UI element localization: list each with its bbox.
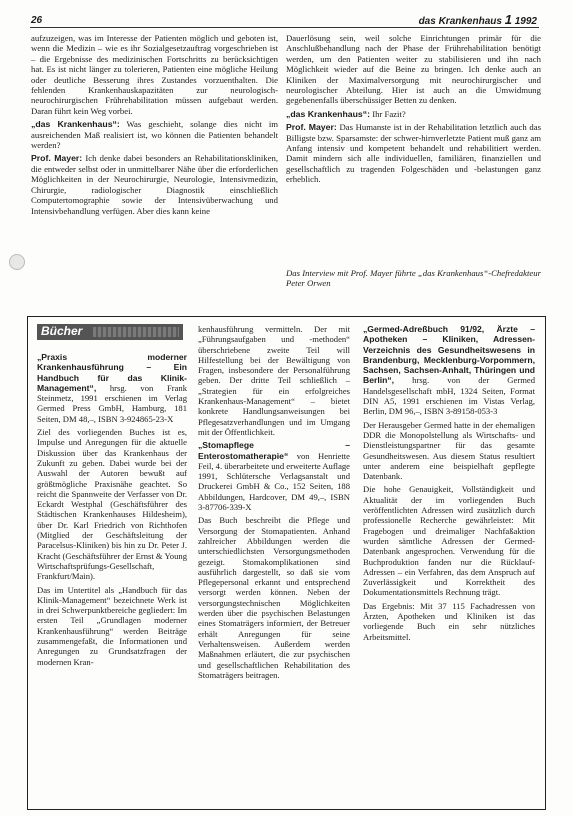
paragraph-text: hrsg. von der Germed Handelsgesellschaft mbH, 1324 Seiten, Format DIN A5, 1991 erschienen im Vistas Verlag, Berlin, DM 96,–, ISBN 3-89158-053-3 [363,375,535,417]
paragraph [31,153,278,215]
paragraph [286,122,541,184]
interview-column-1 [31,33,278,216]
paragraph [363,324,535,417]
issue-number: 1 [504,12,512,27]
heading-pattern [93,327,179,337]
interview-column-2 [286,33,541,185]
paragraph [198,515,350,680]
buecher-heading-text: Bücher [41,324,83,338]
paragraph [31,119,278,150]
book-title: „Praxis moderner Krankenhausführung – Ein Handbuch für das Klinik-Management“, [37,352,187,393]
magazine-title: das Krankenhaus [418,16,502,27]
paragraph [198,440,350,512]
paragraph-text: Das im Untertitel als „Handbuch für das Klinik-Management“ bezeichnete Werk ist in drei Schwerpunktbereiche gegliedert: Im ersten Teil „Grundlagen moderner Krankenhausführung“ werden Beiträge zusammengefaßt, die Informationen und Anregungen zu Grundsatzfragen der modernen Kran- [37,584,187,667]
magazine-header [419,12,537,27]
interview-credit: Das Interview mit Prof. Mayer führte „das Krankenhaus“-Chefredakteur Peter Orwen [286,268,541,289]
speaker-label: Prof. Mayer: [31,153,83,164]
paragraph [31,33,278,116]
paragraph [37,585,187,667]
paragraph-text: Das Ergebnis: Mit 37 115 Fachadressen von Ärzten, Apotheken und Kliniken ist das vorliegende Buch ein sehr nützliches Arbeitsmittel. [363,600,535,642]
paragraph [37,352,187,424]
paragraph [286,33,541,106]
speaker-label: „das Krankenhaus“: [286,108,371,119]
paragraph [286,109,541,119]
paragraph-text: Ihr Fazit? [372,108,406,119]
paragraph [363,601,535,642]
paragraph-text: Dauerlösung sein, weil solche Einrichtungen primär für die Anschlußbehandlung nach der Phase der Frührehabilitation benötigt werden, um den Patienten weiter zu stabilisieren und ihn nach Möglichkeit wieder auf die Beine zu bringen. Ich denke auch an Kliniken der Maximalversorgung mit neurochirurgischer und neurologischer Abteilung. Hier ist auch an die Umwidmung gegebenenfalls überschüssiger Betten zu denken. [286,33,541,106]
buecher-column-2 [198,324,350,680]
paragraph-text: von Henriette Feil, 4. überarbeitete und erweiterte Auflage 1991, Schlütersche Verlagsanstalt und Druckerei GmbH & Co., 152 Seiten, 188 Abbildungen, Hardcover, DM 49,–, ISBN 3-87706-339-X [198,450,350,513]
paragraph-text: Das Buch beschreibt die Pflege und Versorgung der Stomapatienten. Anhand zahlreicher Abbildungen werden die unterschiedlichsten Versorgungsmethoden gezeigt. Stomakomplikationen sind ausführlich dargestellt, so daß sie vom Pflegepersonal erkannt und entsprechend versorgt werden können. Neben der versorgungstechnischen Möglichkeiten werden über die psychischen Belastungen eines Stomaträgers informiert, der Betreuer erhält Anregungen für seine Verhaltensweisen. Außerdem werden Maßnahmen erläutert, die zur psychischen und gesellschaftlichen Rehabilitation des Stomaträgers beitragen. [198,515,350,680]
buecher-heading [37,324,183,340]
buecher-column-1 [37,352,187,667]
header-rule [30,27,539,28]
page-number: 26 [31,15,43,26]
book-title: „Germed-Adreßbuch 91/92, Ärzte – Apotheken – Kliniken, Adressen-Verzeichnis des Gesundheitswesens in Brandenburg, Mecklenburg-Vorpommern, Sachsen, Sachsen-Anhalt, Thüringen und Berlin“, [363,324,535,386]
paragraph-text: Was geschieht, solange dies nicht im ausreichenden Maß realisiert ist, wo können die Patienten behandelt werden? [31,119,278,151]
issue-year: 1992 [514,16,537,27]
speaker-label: „das Krankenhaus“: [31,119,120,130]
paragraph [363,420,535,482]
paragraph-text: Ziel des vorliegenden Buches ist es, Impulse und Anregungen für die aktuelle Diskussion über das Krankenhaus der Zukunft zu geben. Dabei wurde bei der Auswahl der Autoren bewußt auf größtmögliche Praxisnähe geachtet. So reicht die Spannweite der Verfasser von Dr. Eckardt Westphal (Geschäftsführer des Städtischen Krankenhauses Hildesheim), über Dr. Karl Friedrich von Richthofen (Mitglied der Geschäftsleitung der Paracelsus-Kliniken) bis hin zu Dr. Peter J. Kracht (Geschäftsführer der Ernst & Young Wirtschaftsprüfungs-Gesellschaft, Frankfurt/Main). [37,427,187,582]
punch-hole [9,254,25,270]
book-title: „Stomapflege – Enterostomatherapie“ [198,440,350,461]
paragraph [198,324,350,437]
paragraph-text: kenhausführung vermitteln. Der mit „Führungsaufgaben und -methoden“ überschriebene zweite Teil will Hilfestellung bei der Bewältigung von Fragen, insbesondere der Personalführung geben. Der dritte Teil schließlich – „Strategien für ein erfolgreiches Krankenhaus-Management“ – bietet konkrete Handlungsanweisungen bei Pflegesatzverhandlungen und im Umgang mit der Öffentlichkeit. [198,324,350,437]
paragraph-text: Die hohe Genauigkeit, Vollständigkeit und Aktualität der im vorliegenden Buch veröffentlichten Adressen wird zusätzlich durch professionelle Recherche gewährleistet: Mit Fragebogen und dreimaliger Nachfaßaktion wurden sämtliche Adressen der Germed-Datenbank angesprochen. Verwendung für die Buchproduktion fanden nur die Rücklauf-Adressen – ein Verfahren, das dem Anspruch auf Zuverlässigkeit und Korrektheit des Dokumentationsmittels Rechnung trägt. [363,484,535,598]
paragraph [363,484,535,597]
paragraph [37,427,187,581]
buecher-column-3 [363,324,535,642]
paragraph-text: aufzuzeigen, was im Interesse der Patienten möglich und geboten ist, wenn die Medizin – wie es ihr Sozialgesetzauftrag vorgeschrieben ist – die Ergebnisse des medizinischen Fortschritts zu berücksichtigen hat. Es ist nicht länger zu tolerieren, Patienten eine mögliche Heilung oder deutliche Besserung ihres Zustandes vorzuenthalten. Die fehlenden Krankenhauskapazitäten zur neurologisch-neurochirurgischen Frührehabilitation müssen aufgebaut werden. Daran führt kein Weg vorbei. [31,33,278,116]
paragraph-text: Ich denke dabei besonders an Rehabilitationskliniken, die entweder selbst oder in unmittelbarer Nähe über die erforderlichen Möglichkeiten in der Neurochirurgie, Neurologie, Intensivmedizin, Chirurgie, radiologischer Diagnostik einschließlich Computertomographie sowie der Intensivüberwachung und Intensivbehandlung verfügen. Aber dies kann keine [31,153,279,216]
speaker-label: Prof. Mayer: [286,122,337,133]
paragraph-text: Der Herausgeber Germed hatte in der ehemaligen DDR die Monopolstellung als Wirtschafts- und Dienstleistungspartner für das gesamte Gesundheitswesen. Aus diesem Status resultiert unter anderem eine beispielhaft gepflegte Datenbank. [363,419,535,482]
paragraph-text: Das Humanste ist in der Rehabilitation letztlich auch das Billigste bzw. Sparsamste: der schwer-hirnverletzte Patient muß ganz am Anfang intensiv und kompetent behandelt und rehabilitiert werden. Damit mindern sich alle individuellen, familiären, finanziellen und gesellschaftlich zu tragenden Folgeschäden und -belastungen ganz erheblich. [286,122,541,185]
paragraph-text: hrsg. von Frank Steinmetz, 1991 erschienen im Verlag Germed Press GmbH, Hamburg, 181 Seiten, DM 48,–, ISBN 3-924865-23-X [37,382,187,424]
